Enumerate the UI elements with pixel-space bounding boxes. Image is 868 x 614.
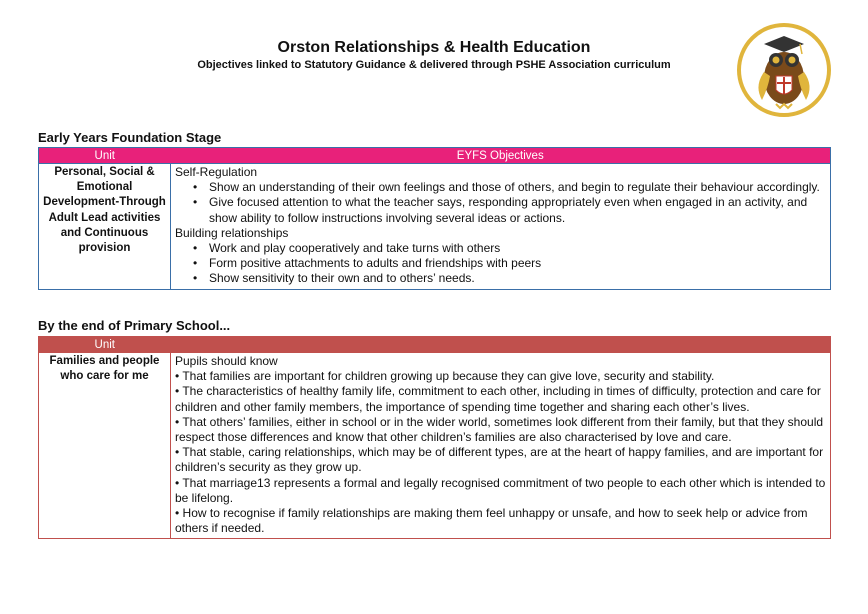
- list-item: • Form positive attachments to adults and friendships with peers: [209, 256, 826, 271]
- objectives-cell: [171, 164, 831, 290]
- list-item: • That stable, caring relationships, which may be of different types, are at the heart of happy families, and are important for children’s security as they grow up.: [175, 445, 824, 475]
- table-header-row: [39, 148, 831, 164]
- list-item: • How to recognise if family relationships are making them feel unhappy or unsafe, and how to seek help or advice from others if needed.: [175, 506, 808, 536]
- list-item: • Show sensitivity to their own and to others’ needs.: [209, 271, 826, 286]
- school-owl-logo-icon: [736, 22, 832, 118]
- objectives-column-header: [171, 337, 831, 353]
- unit-cell: Families and people who care for me: [39, 353, 171, 539]
- objectives-cell: [171, 353, 831, 539]
- table-header-row: [39, 337, 831, 353]
- intro-text: Pupils should know: [175, 354, 278, 368]
- list-item: • That families are important for children growing up because they can give love, security and stability.: [175, 369, 715, 384]
- list-item: • Work and play cooperatively and take turns with others: [209, 241, 826, 256]
- page-title: Orston Relationships & Health Education: [277, 39, 591, 56]
- list-item: • Show an understanding of their own feelings and those of others, and begin to regulate their behaviour accordingly.: [209, 180, 826, 195]
- unit-column-header: Unit: [39, 337, 171, 353]
- primary-section-heading: By the end of Primary School...: [38, 318, 231, 333]
- page-subtitle: Objectives linked to Statutory Guidance & delivered through PSHE Association curriculum: [197, 59, 671, 71]
- building-relationships-heading: Building relationships: [175, 225, 289, 240]
- list-item: • That others’ families, either in school or in the wider world, sometimes look different from their family, but that they should respect those differences and know that other children’s families are also characterised by love and care.: [175, 414, 824, 445]
- unit-column-header: Unit: [39, 148, 171, 164]
- table-row: [39, 164, 831, 290]
- objectives-column-header: EYFS Objectives: [171, 148, 831, 164]
- list-item: • That marriage13 represents a formal and legally recognised commitment of two people to each other which is intended to be lifelong.: [175, 475, 826, 505]
- self-regulation-list: [175, 180, 826, 226]
- list-item: • The characteristics of healthy family life, commitment to each other, including in times of difficulty, protection and care for children and other family members, the importance of spending time together and sharing each other’s lives.: [175, 384, 821, 414]
- primary-objectives-table: [38, 336, 831, 539]
- eyfs-section-heading: Early Years Foundation Stage: [38, 130, 222, 145]
- eyfs-objectives-table: [38, 147, 831, 290]
- list-item: • Give focused attention to what the teacher says, responding appropriately even when engaged in an activity, and show ability to follow instructions involving several ideas or actions.: [209, 195, 826, 225]
- table-row: [39, 353, 831, 539]
- self-regulation-heading: Self-Regulation: [175, 165, 258, 179]
- building-relationships-list: [175, 241, 826, 287]
- unit-cell: Personal, Social & Emotional Development-Through Adult Lead activities and Continuous provision: [39, 164, 171, 290]
